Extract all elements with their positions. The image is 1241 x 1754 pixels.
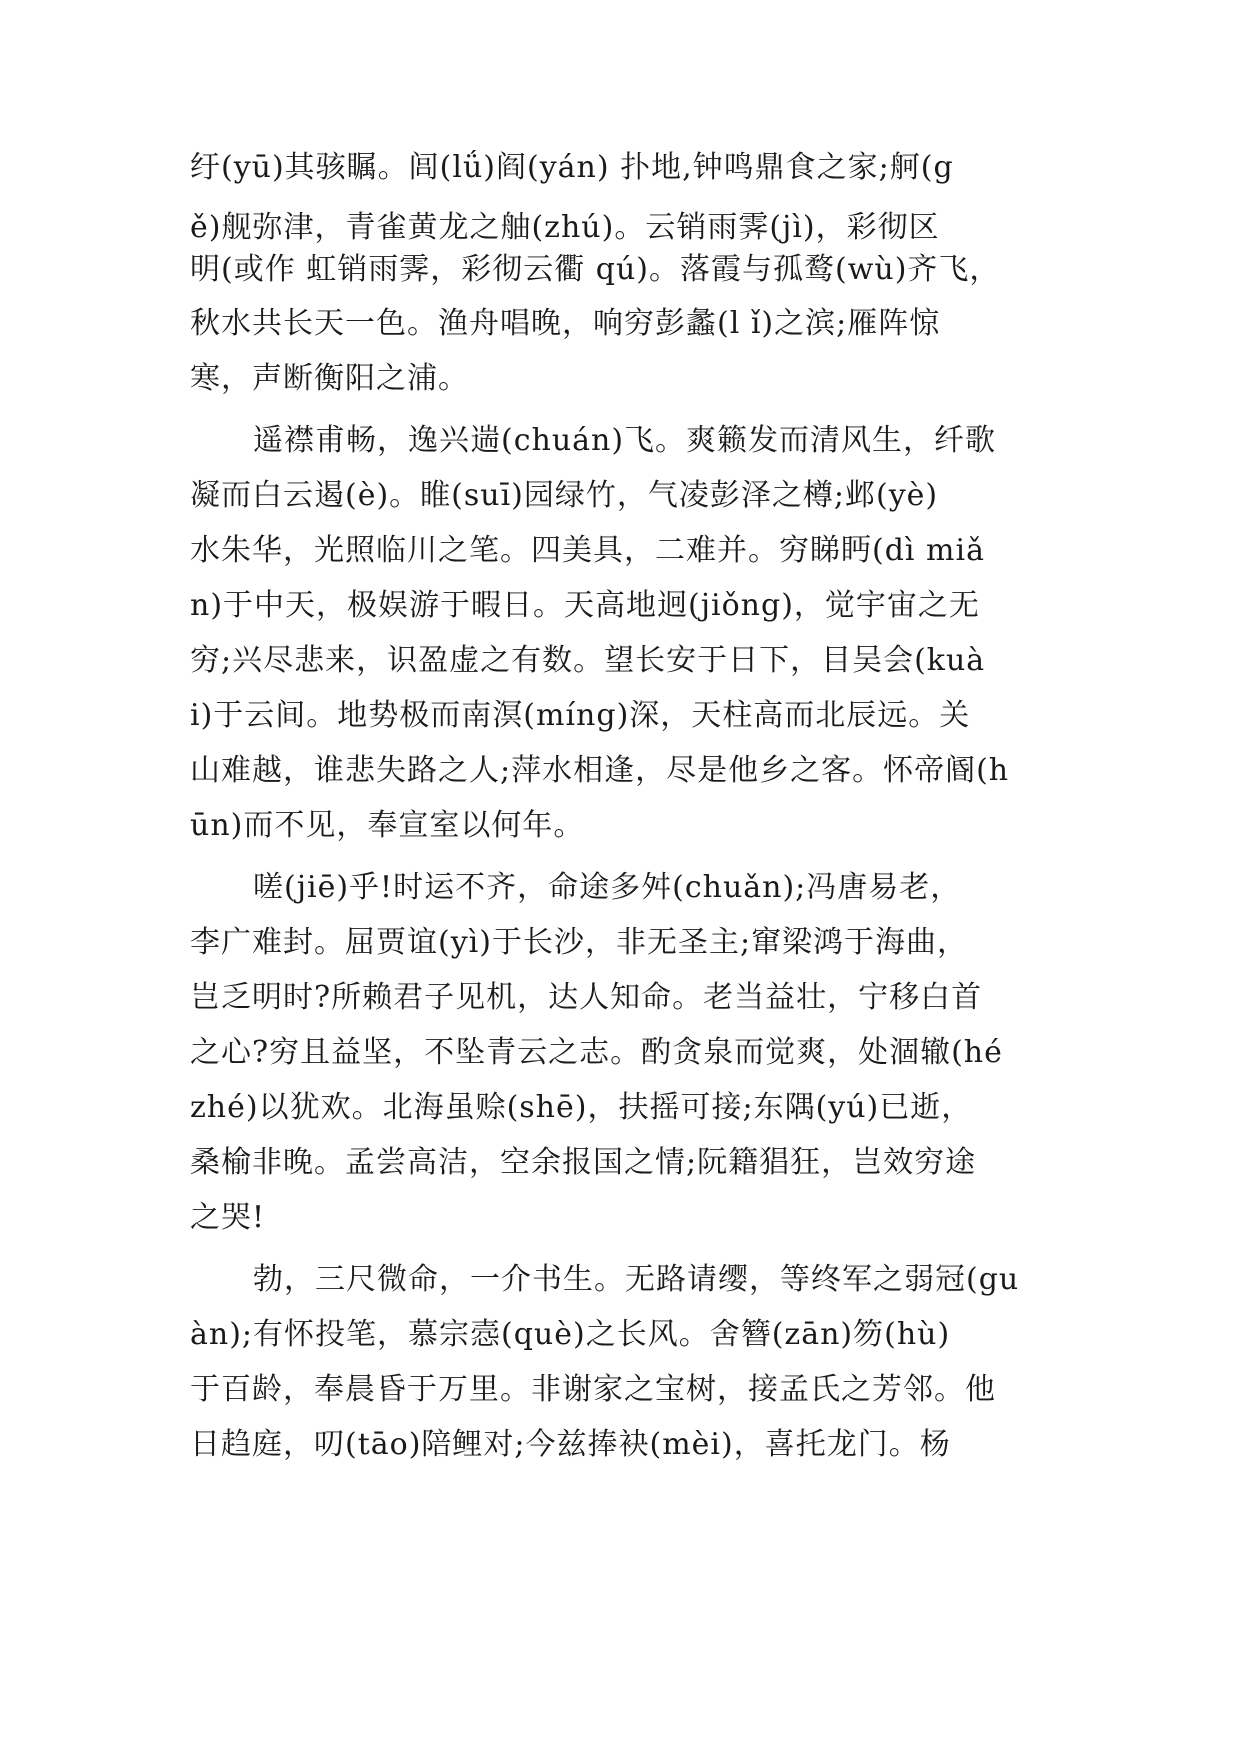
text-line: 纡(yū)其骇瞩。闾(lǘ)阎(yán) 扑地,钟鸣鼎食之家;舸(g — [190, 150, 954, 185]
text-line: 明(或作 虹销雨霁，彩彻云衢 qú)。落霞与孤鹜(wù)齐飞， — [190, 252, 1001, 287]
text-line: 之心?穷且益坚，不坠青云之志。酌贪泉而觉爽，处涸辙(hé — [190, 1035, 1003, 1070]
text-line: ě)舰弥津，青雀黄龙之舳(zhú)。云销雨霁(jì)，彩彻区 — [190, 210, 940, 245]
text-line: n)于中天，极娱游于暇日。天高地迥(jiǒng)，觉宇宙之无 — [190, 588, 980, 623]
text-line: 李广难封。屈贾谊(yì)于长沙，非无圣主;窜梁鸿于海曲， — [190, 925, 969, 960]
text-line: 于百龄，奉晨昏于万里。非谢家之宝树，接孟氏之芳邻。他 — [190, 1372, 996, 1407]
text-line: 桑榆非晚。孟尝高洁，空余报国之情;阮籍猖狂，岂效穷途 — [190, 1145, 977, 1180]
text-line: 嗟(jiē)乎!时运不齐，命途多舛(chuǎn);冯唐易老， — [253, 870, 962, 905]
text-line: 岂乏明时?所赖君子见机，达人知命。老当益壮，宁移白首 — [190, 980, 983, 1015]
text-line: ūn)而不见，奉宣室以何年。 — [190, 808, 585, 843]
text-line: zhé)以犹欢。北海虽赊(shē)，扶摇可接;东隅(yú)已逝， — [190, 1090, 973, 1125]
text-line: 寒，声断衡阳之浦。 — [190, 361, 469, 396]
text-line: 水朱华，光照临川之笔。四美具，二难并。穷睇眄(dì miǎ — [190, 533, 985, 568]
text-line: 日趋庭，叨(tāo)陪鲤对;今兹捧袂(mèi)，喜托龙门。杨 — [190, 1427, 951, 1462]
text-line: 山难越，谁悲失路之人;萍水相逢，尽是他乡之客。怀帝阍(h — [190, 753, 1010, 788]
text-line: 勃，三尺微命，一介书生。无路请缨，等终军之弱冠(gu — [253, 1262, 1020, 1297]
text-line: 之哭! — [190, 1200, 266, 1235]
text-line: i)于云间。地势极而南溟(míng)深，天柱高而北辰远。关 — [190, 698, 971, 733]
text-line: 穷;兴尽悲来，识盈虚之有数。望长安于日下，目吴会(kuà — [190, 643, 986, 678]
text-line: 遥襟甫畅，逸兴遄(chuán)飞。爽籁发而清风生，纤歌 — [253, 423, 997, 458]
text-line: 凝而白云遏(è)。睢(suī)园绿竹，气凌彭泽之樽;邺(yè) — [190, 478, 939, 513]
text-line: 秋水共长天一色。渔舟唱晚，响穷彭蠡(l ǐ)之滨;雁阵惊 — [190, 306, 941, 341]
text-line: àn);有怀投笔，慕宗悫(què)之长风。舍簪(zān)笏(hù) — [190, 1317, 951, 1352]
